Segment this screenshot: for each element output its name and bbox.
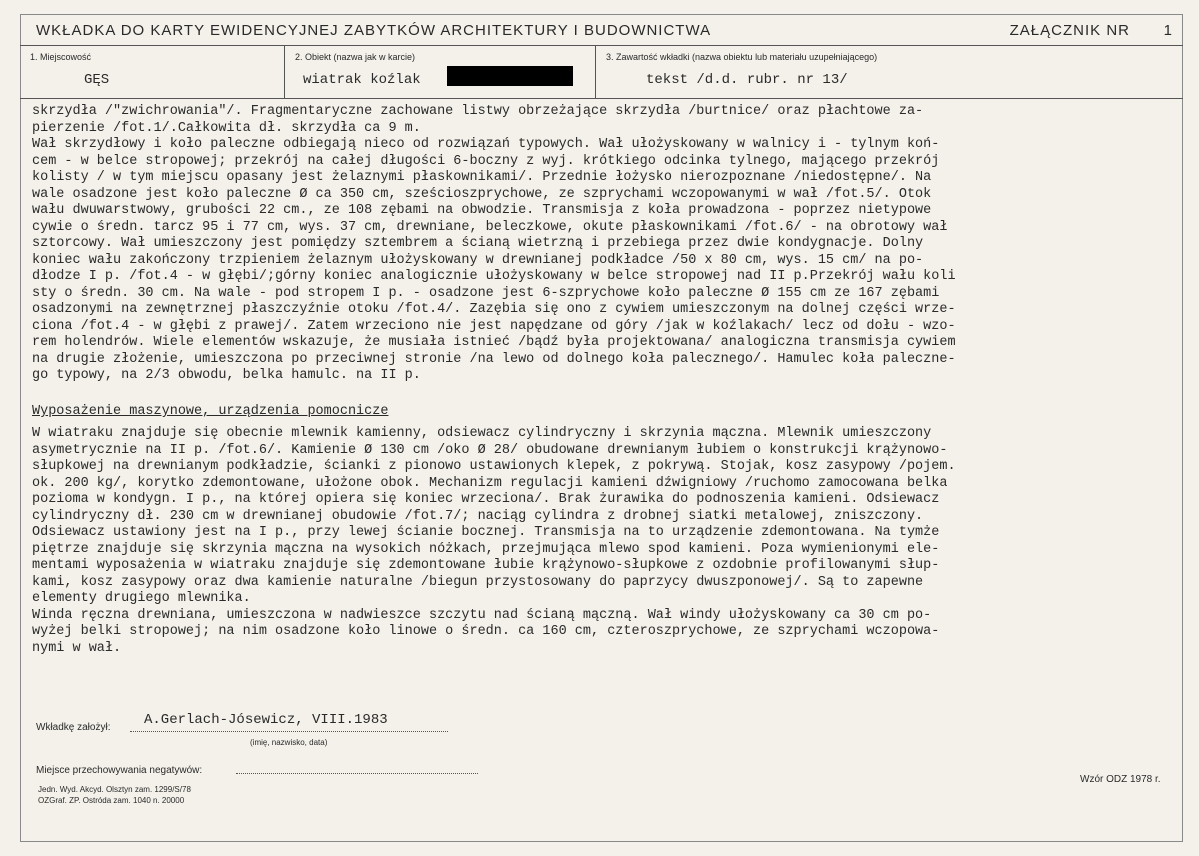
text-line: cem - w belce stropowej; przekrój na całej długości 6-boczny z wyj. krótkiego odcinka tylnego, mającego przekrój (32, 153, 940, 169)
author-value: A.Gerlach-Jósewicz, VIII.1983 (144, 712, 388, 728)
locality-field (20, 46, 285, 98)
text-line: sztorcowy. Wał umieszczony jest pomiędzy sztembrem a ścianą wietrzną i przebiega przez dwie kondygnacje. Dolny (32, 236, 924, 251)
text-line: cylindryczny dł. 230 cm w drewnianej obudowie /fot.7/; naciąg cylindra z drobnej siatki metalowej, zniszczony. (32, 508, 924, 524)
text-line: ciona /fot.4 - w głębi z prawej/. Zatem wrzeciono nie jest napędzane od góry /jak w koźlakach/ lecz od dołu - wzo- (32, 318, 956, 334)
text-line: Odsiewacz ustawiony jest na I p., przy lewej ścianie bocznej. Transmisja na to urządzenie zdemontowana. Na tymże (32, 525, 940, 540)
text-line: na drugie złożenie, umieszczona po przeciwnej stronie /na lewo od dolnego koła palecznego/. Hamulec koła paleczne- (32, 351, 956, 367)
text-line: mentami wyposażenia w wiatraku znajduje się zdemontowane łubie krążynowo-słupkowe z ozdobnie profilowanymi słup- (32, 558, 940, 573)
print-line-2: OZGraf. ZP. Ostróda zam. 1040 n. 20000 (38, 796, 185, 805)
text-line: elementy drugiego mlewnika. (32, 591, 251, 606)
body-paragraph-2 (32, 426, 1182, 657)
negatives-label: Miejsce przechowywania negatywów: (36, 765, 203, 776)
author-line (130, 731, 448, 732)
text-line: wału dwuwarstwowy, grubości 22 cm., ze 108 zębami na obwodzie. Transmisja z koła prowadzona - poprzez nietypowe (32, 203, 932, 218)
section-title: Wyposażenie maszynowe, urządzenia pomocnicze (32, 404, 389, 419)
annex-label: ZAŁĄCZNIK NR (1009, 22, 1130, 39)
body-paragraph-1 (32, 104, 1182, 385)
annex-number: 1 (1163, 22, 1172, 39)
document-title: WKŁADKA DO KARTY EWIDENCYJNEJ ZABYTKÓW ARCHITEKTURY I BUDOWNICTWA (36, 22, 712, 39)
text-line: W wiatraku znajduje się obecnie mlewnik kamienny, odsiewacz cylindryczny i skrzynia mączna. Mlewnik umieszczony (32, 426, 932, 441)
text-line: pozioma w kondygn. I p., na której opiera się koniec wrzeciona/. Brak żurawika do podnoszenia kamieni. Odsiewacz (32, 492, 940, 507)
text-line: go typowy, na 2/3 obwodu, belka hamulc. na II p. (32, 368, 421, 383)
text-line: Wał skrzydłowy i koło paleczne odbiegają nieco od rozwiązań typowych. Wał ułożyskowany w walnicy i - tylnym koń- (32, 137, 940, 152)
redaction-bar (447, 66, 573, 86)
locality-value: GĘS (84, 72, 110, 88)
text-line: osadzonymi na zewnętrznej płaszczyźnie otoku /fot.4/. Zazębia się ono z cywiem umieszczonym na dolnej części wrze- (32, 302, 956, 317)
print-line-1: Jedn. Wyd. Akcyd. Olsztyn zam. 1299/S/78 (38, 785, 191, 794)
text-line: piętrze znajduje się skrzynia mączna na wysokich nóżkach, przejmująca mlewo spod kamieni. Poza wymienionymi ele- (32, 541, 940, 557)
text-line: wyżej belki stropowej; na nim osadzone koło linowe o średn. ca 160 cm, czteroszprychowe, ze szprychami wczopowa- (32, 624, 940, 639)
text-line: cywie o średn. tarcz 95 i 77 cm, wys. 37 cm, drewniane, beleczkowe, okute płaskownikami /fot.6/ - na obrotowy wał (32, 219, 948, 235)
text-line: pierzenie /fot.1/.Całkowita dł. skrzydła ca 9 m. (32, 120, 421, 136)
negatives-line (236, 773, 478, 774)
text-line: Winda ręczna drewniana, umieszczona w nadwieszce szczytu nad ścianą mączną. Wał windy ułożyskowany ca 30 cm po- (32, 607, 932, 623)
template-code: Wzór ODZ 1978 r. (1080, 774, 1161, 785)
content-value: tekst /d.d. rubr. nr 13/ (646, 72, 848, 88)
text-line: kolisty / w tym miejscu opasany jest żelaznymi płaskownikami/. Przednie łożysko nierozpoznane /niedostępne/. Na (32, 170, 932, 185)
text-line: skrzydła /"zwichrowania"/. Fragmentaryczne zachowane listwy obrzeżające skrzydła /burtnice/ oraz płachtowe za- (32, 104, 924, 119)
text-line: koniec wału zakończony trzpieniem żelaznym ułożyskowany w drewnianej podkładce /50 x 80 cm, wys. 15 cm/ na po- (32, 252, 924, 268)
text-line: dłodze I p. /fot.4 - w głębi/;górny koniec analogicznie ułożyskowany w belce stropowej nad II p.Przekrój wału koli (32, 269, 956, 284)
text-line: asymetrycznie na II p. /fot.6/. Kamienie Ø 130 cm /oko Ø 28/ obudowane drewnianym łubiem o konstrukcji krążynowo- (32, 442, 948, 458)
object-label: 2. Obiekt (nazwa jak w karcie) (295, 52, 416, 62)
text-line: wale osadzone jest koło paleczne Ø ca 350 cm, sześcioszprychowe, ze szprychami wczopowanymi w wał /fot.5/. Otok (32, 186, 932, 202)
fields-divider (20, 98, 1183, 99)
text-line: nymi w wał. (32, 640, 122, 656)
content-field (596, 46, 1183, 98)
content-label: 3. Zawartość wkładki (nazwa obiektu lub materiału uzupełniającego) (606, 52, 878, 62)
text-line: słupkowej na drewnianym podkładzie, ścianki z pionowo ustawionych klepek, z pokrywą. Stojak, kosz zasypowy /pojem. (32, 459, 956, 474)
object-value: wiatrak koźlak (303, 72, 421, 88)
text-line: rem holendrów. Wiele elementów wskazuje, że musiała istnieć /bądź była projektowana/ analogiczna transmisja cywiem (32, 335, 956, 350)
author-label: Wkładkę założył: (36, 722, 111, 733)
text-line: kami, kosz zasypowy oraz dwa kamienie naturalne /biegun przystosowany do paprzycy dwuszponowej/. Są to zapewne (32, 574, 924, 590)
author-hint: (imię, nazwisko, data) (250, 738, 328, 747)
text-line: sty o średn. 30 cm. Na wale - pod stropem I p. - osadzone jest 6-szprychowe koło paleczne Ø 155 cm ze 167 zębami (32, 285, 940, 301)
document-header (30, 20, 1180, 44)
text-line: ok. 200 kg/, korytko zdemontowane, ułożone obok. Mechanizm regulacji kamieni dźwigniowy /ruchomo zamocowana belka (32, 475, 948, 491)
locality-label: 1. Miejscowość (30, 52, 92, 62)
header-fields (20, 46, 1183, 98)
